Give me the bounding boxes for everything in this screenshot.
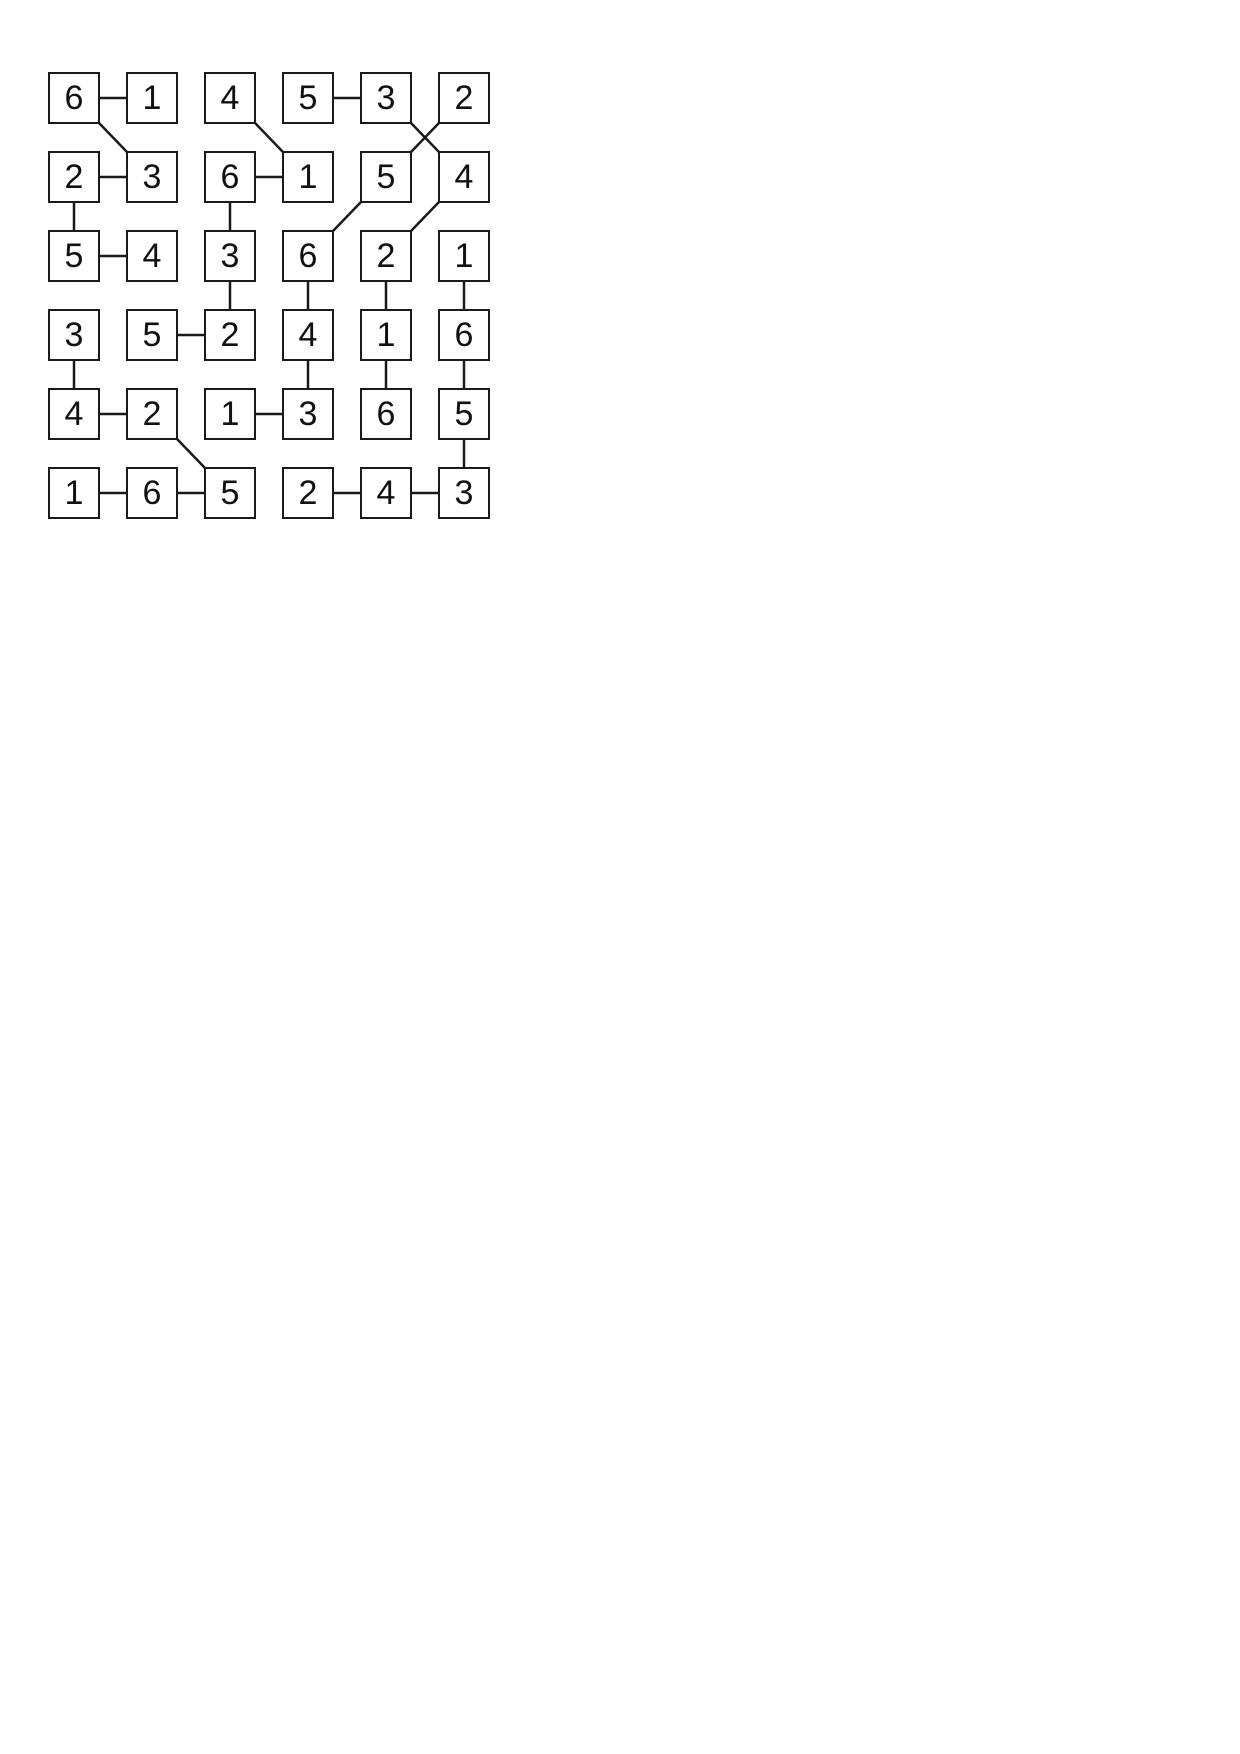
grid-cell-r3-c5[interactable]: 2 [360,230,412,282]
grid-cell-r3-c4[interactable]: 6 [282,230,334,282]
grid-cell-r4-c2[interactable]: 5 [126,309,178,361]
grid-cell-r6-c6[interactable]: 3 [438,467,490,519]
grid-cell-r2-c6[interactable]: 4 [438,151,490,203]
grid-cell-r3-c6[interactable]: 1 [438,230,490,282]
grid-cell-r5-c6[interactable]: 5 [438,388,490,440]
grid-cell-r4-c6[interactable]: 6 [438,309,490,361]
grid-cell-r6-c5[interactable]: 4 [360,467,412,519]
grid-cell-r5-c4[interactable]: 3 [282,388,334,440]
connector-diagonal [334,203,360,230]
grid-cell-r2-c3[interactable]: 6 [204,151,256,203]
grid-cell-r6-c3[interactable]: 5 [204,467,256,519]
grid-cell-r3-c2[interactable]: 4 [126,230,178,282]
grid-cell-r5-c5[interactable]: 6 [360,388,412,440]
connector-diagonal [256,124,282,151]
grid-cell-r1-c2[interactable]: 1 [126,72,178,124]
connector-diagonal [100,124,126,151]
grid-cell-r3-c1[interactable]: 5 [48,230,100,282]
grid-cell-r6-c2[interactable]: 6 [126,467,178,519]
grid-cell-r2-c5[interactable]: 5 [360,151,412,203]
grid-cell-r2-c2[interactable]: 3 [126,151,178,203]
grid-cell-r5-c1[interactable]: 4 [48,388,100,440]
grid-cell-r4-c5[interactable]: 1 [360,309,412,361]
grid-cell-r2-c1[interactable]: 2 [48,151,100,203]
grid-cell-r6-c1[interactable]: 1 [48,467,100,519]
grid-cell-r5-c3[interactable]: 1 [204,388,256,440]
grid-cell-r2-c4[interactable]: 1 [282,151,334,203]
grid-cell-r4-c3[interactable]: 2 [204,309,256,361]
grid-cell-r4-c1[interactable]: 3 [48,309,100,361]
grid-cell-r1-c4[interactable]: 5 [282,72,334,124]
connector-diagonal [178,440,204,467]
grid-cell-r1-c3[interactable]: 4 [204,72,256,124]
grid-cell-r1-c5[interactable]: 3 [360,72,412,124]
grid-cell-r1-c6[interactable]: 2 [438,72,490,124]
connector-diagonal [412,203,438,230]
grid-cell-r3-c3[interactable]: 3 [204,230,256,282]
grid-cell-r5-c2[interactable]: 2 [126,388,178,440]
grid-cell-r1-c1[interactable]: 6 [48,72,100,124]
grid-cell-r4-c4[interactable]: 4 [282,309,334,361]
grid-cell-r6-c4[interactable]: 2 [282,467,334,519]
